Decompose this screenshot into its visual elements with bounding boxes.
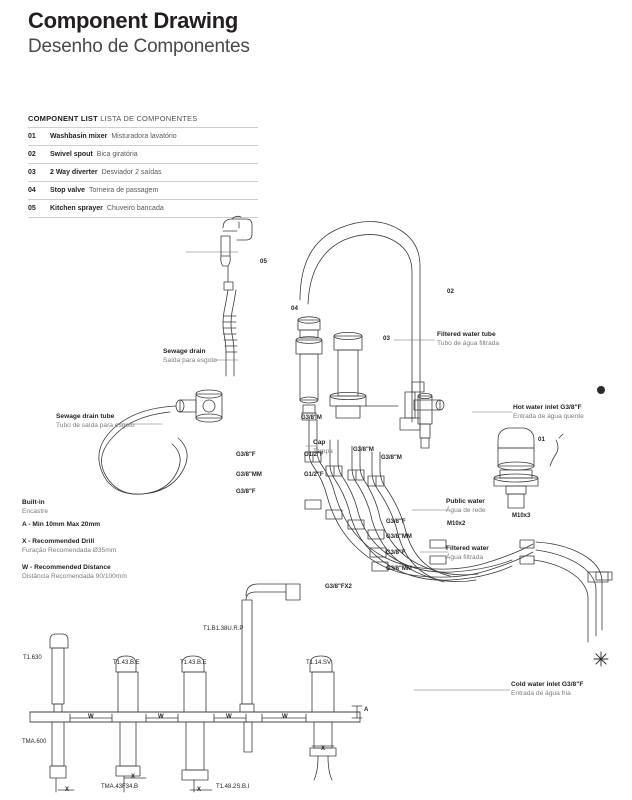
snowflake-icon	[594, 652, 608, 666]
page-subtitle: Desenho de Componentes	[28, 36, 250, 57]
stop-valve	[296, 317, 322, 420]
callout-built-in-en: Built-in	[22, 499, 45, 506]
callout-number-04: 04	[291, 305, 298, 312]
callout-public-water-en: Public water	[446, 498, 485, 505]
callout-hot-water-inlet-en: Hot water inlet G3/8"F	[513, 404, 582, 411]
list-item-label-pt: Desviador 2 saídas	[101, 169, 162, 176]
note-x-heading: X - Recommended Drill	[22, 537, 95, 545]
callout-number-01: 01	[538, 436, 545, 443]
deck-assembly	[30, 584, 362, 792]
note-x-sub: Furação Recomendada Ø35mm	[22, 547, 117, 555]
callout-filtered-water-tube	[437, 331, 547, 349]
thread-tag-6: G1/2"F	[304, 472, 324, 478]
list-item-number: 01	[28, 133, 36, 140]
list-item-label-en: Stop valve	[50, 187, 86, 194]
list-item-label-pt: Misturadora lavatório	[111, 133, 177, 140]
callout-number-02: 02	[447, 288, 454, 295]
thread-tag-10: G3/8"F	[236, 489, 256, 495]
code-t1-b1-38u-r-p: T1.B1.38U.R.P	[203, 626, 244, 632]
callout-cold-water-inlet-pt: Entrada de água fria	[511, 689, 571, 697]
callout-cap-en: Cap	[313, 439, 326, 446]
thread-tag-4: G3/8"M	[353, 447, 374, 453]
note-w-heading: W - Recommended Distance	[22, 563, 111, 571]
thread-tag-7: G3/8"M	[381, 455, 402, 461]
thread-tag-8: G3/8"MM	[386, 566, 412, 572]
dimension-w-1: W	[88, 714, 94, 720]
component-list-heading-pt: LISTA DE COMPONENTES	[100, 114, 198, 123]
list-item-number: 02	[28, 151, 36, 158]
note-a	[22, 520, 127, 530]
spout-tip	[412, 382, 424, 392]
note-w	[22, 563, 127, 582]
code-t1-43-b-e-1: T1.43.B.E	[113, 660, 140, 666]
callout-built-in	[22, 499, 112, 517]
kitchen-sprayer	[221, 216, 252, 290]
list-item-number: 04	[28, 187, 36, 194]
note-a-heading: A - Min 10mm Max 20mm	[22, 521, 101, 528]
list-item-number: 03	[28, 169, 36, 176]
component-list-heading-en: COMPONENT LIST	[28, 114, 98, 123]
callout-cold-water-inlet	[511, 681, 629, 699]
dimension-x-4: X	[321, 746, 326, 752]
callout-filtered-water-pt: Água filtrada	[446, 553, 484, 561]
marker-dots	[597, 386, 605, 394]
thread-tag-m10x3: M10x3	[512, 513, 531, 519]
callout-built-in-pt: Encastre	[22, 507, 49, 515]
thread-tag-12: G3/8"MM	[386, 534, 412, 540]
thread-tag-16: G3/8"FX2	[325, 584, 352, 590]
callout-filtered-water-en: Filtered water	[446, 545, 489, 552]
code-t1-48-2s-b-i: T1.48.2S.B.I	[216, 784, 250, 790]
code-tma-600: TMA.600	[22, 739, 47, 745]
note-x	[22, 537, 127, 556]
callout-cold-water-inlet-en: Cold water inlet G3/8"F	[511, 681, 584, 688]
dimension-w-3: W	[226, 714, 232, 720]
dimension-x-1: X	[65, 787, 70, 793]
callout-hot-water-inlet-pt: Entrada de água quente	[513, 412, 584, 420]
callout-number-05: 05	[260, 258, 267, 265]
callout-filtered-water-tube-pt: Tubo de água filtrada	[437, 339, 500, 347]
callout-number-03: 03	[383, 335, 390, 342]
thread-tag-15: G3/8"MM	[236, 472, 262, 478]
dimension-w-4: W	[282, 714, 288, 720]
callout-cap-pt: Tampa	[313, 447, 333, 455]
callout-sewage-drain-en: Sewage drain	[163, 348, 206, 355]
list-item-label-pt: Chuveiro bancada	[106, 205, 164, 212]
list-item-number: 05	[28, 205, 36, 212]
leader-lines	[116, 252, 512, 690]
callout-sewage-drain	[163, 348, 273, 366]
notes-block	[22, 520, 127, 589]
dimension-w-2: W	[158, 714, 164, 720]
callout-hot-water-inlet	[513, 404, 628, 422]
thread-tag-3: G1/2"F	[304, 452, 324, 458]
code-t1-14-sv: T1.14.SV	[306, 660, 332, 666]
callout-sewage-drain-pt: Saída para esgoto	[163, 356, 217, 364]
note-w-sub: Distância Recomendada 90/100mm	[22, 573, 127, 581]
thread-tag-1: G3/8"M	[301, 415, 322, 421]
callout-sewage-drain-tube-en: Sewage drain tube	[56, 413, 115, 420]
list-item-label-en: 2 Way diverter	[50, 169, 98, 176]
list-item-label-en: Washbasin mixer	[50, 133, 108, 140]
callout-sewage-drain-tube-pt: Tubo de saída para esgoto	[56, 421, 135, 429]
list-item-label-pt: Bica giratória	[96, 151, 138, 158]
dimension-x-3: X	[197, 787, 202, 793]
thread-tag-13: G3/8"F	[386, 550, 406, 556]
code-tma-43f34-b: TMA.43F34.B	[101, 784, 139, 790]
thread-tag-m10x2: M10x2	[447, 521, 466, 527]
inlet-hoses	[534, 542, 608, 642]
callout-public-water-pt: Água de rede	[446, 506, 486, 514]
dimension-a: A	[364, 707, 369, 713]
list-item-label-en: Swivel spout	[50, 151, 93, 158]
callout-filtered-water-tube-en: Filtered water tube	[437, 331, 496, 338]
sewage-drain	[176, 390, 222, 422]
code-t1-630: T1.630	[23, 655, 42, 661]
list-item-label-en: Kitchen sprayer	[50, 205, 103, 212]
dimension-x-2: X	[131, 774, 136, 780]
two-way-diverter	[330, 332, 444, 448]
thread-tag-11: G3/8"F	[386, 519, 406, 525]
thread-tag-9: G3/8"F	[236, 452, 256, 458]
list-item-label-pt: Torneira de passagem	[89, 187, 159, 194]
callout-filtered-water	[446, 545, 536, 563]
washbasin-mixer	[494, 428, 563, 508]
code-t1-43-b-e-2: T1.43.B.E	[180, 660, 207, 666]
callout-sewage-drain-tube	[56, 413, 176, 431]
page-title: Component Drawing	[28, 8, 239, 33]
